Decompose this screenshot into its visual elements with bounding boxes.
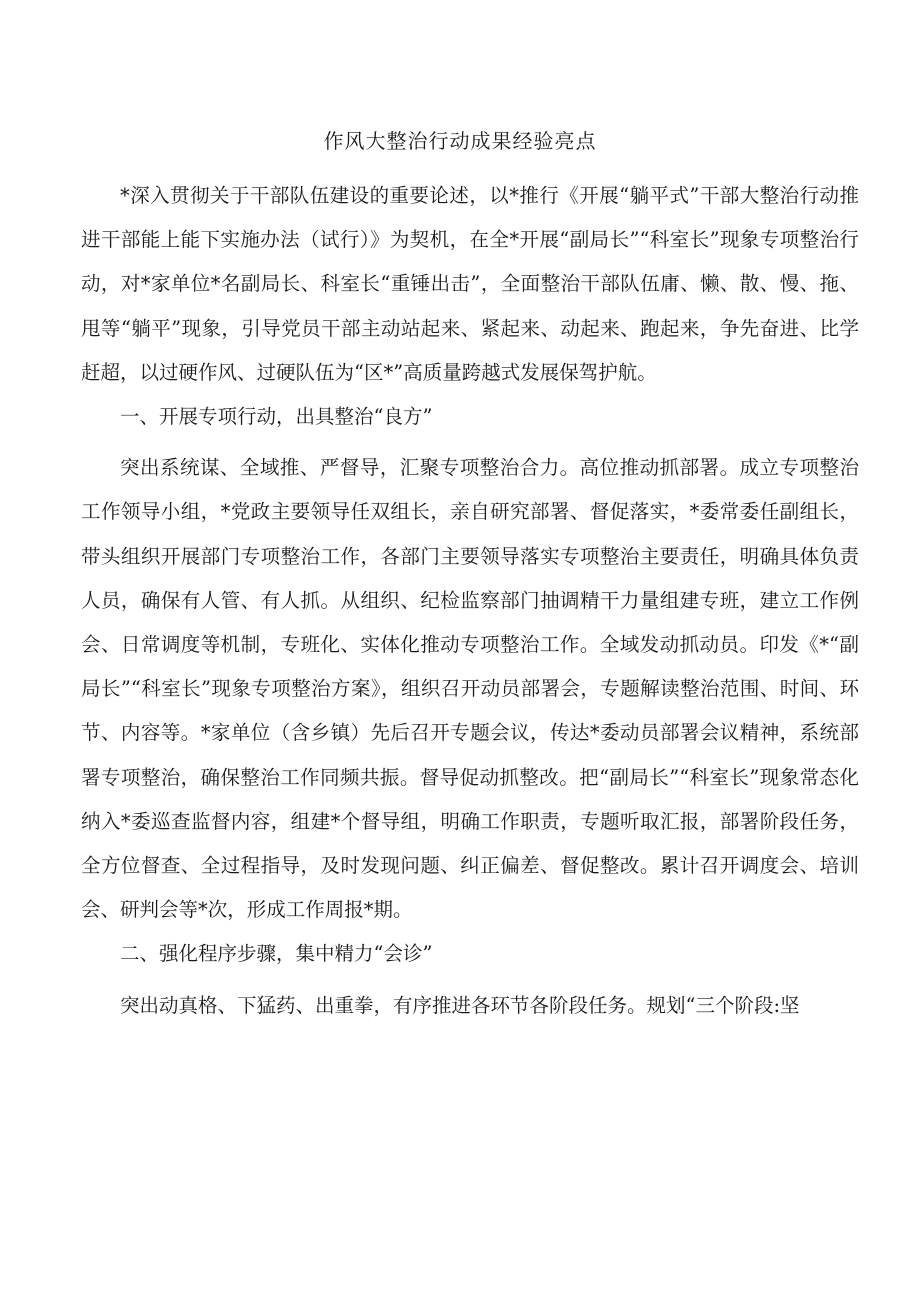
document-title: 作风大整治行动成果经验亮点 [323, 129, 597, 153]
section-2-paragraph: 突出动真格、下猛药、出重拳，有序推进各环节各阶段任务。规划“三个阶段:坚 [120, 993, 800, 1017]
section-1-heading: 一、开展专项行动，出具整治“良方” [120, 405, 433, 429]
document-body [81, 174, 859, 1028]
section-2-heading: 二、强化程序步骤，集中精力“会诊” [120, 942, 433, 966]
intro-paragraph: *深入贯彻关于干部队伍建设的重要论述，以*推行《开展“躺平式”干部大整治行动推进干部能上能下实施办法（试行）》为契机，在全*开展“副局长”“科室长”现象专项整治行动，对*家单位*名副局长、科室长“重锤出击”，全面整治干部队伍庸、懒、散、慢、拖、甩等“躺平”现象，引导党员干部主动站起来、紧起来、动起来、跑起来，争先奋进、比学赶超，以过硬作风、过硬队伍为“区*”高质量跨越式发展保驾护航。 [81, 184, 859, 384]
section-1-paragraph: 突出系统谋、全域推、严督导，汇聚专项整治合力。高位推动抓部署。成立专项整治工作领导小组，*党政主要领导任双组长，亲自研究部署、督促落实，*委常委任副组长，带头组织开展部门专项整治工作，各部门主要领导落实专项整治主要责任，明确具体负责人员，确保有人管、有人抓。从组织、纪检监察部门抽调精干力量组建专班，建立工作例会、日常调度等机制，专班化、实体化推动专项整治工作。全域发动抓动员。印发《*“副局长”“科室长”现象专项整治方案》，组织召开动员部署会，专题解读整治范围、时间、环节、内容等。*家单位（含乡镇）先后召开专题会议，传达*委动员部署会议精神，系统部署专项整治，确保整治工作同频共振。督导促动抓整改。把“副局长”“科室长”现象常态化纳入*委巡查监督内容，组建*个督导组，明确工作职责，专题听取汇报，部署阶段任务，全方位督查、全过程指导，及时发现问题、纠正偏差、督促整改。累计召开调度会、培训会、研判会等*次，形成工作周报*期。 [81, 456, 859, 922]
